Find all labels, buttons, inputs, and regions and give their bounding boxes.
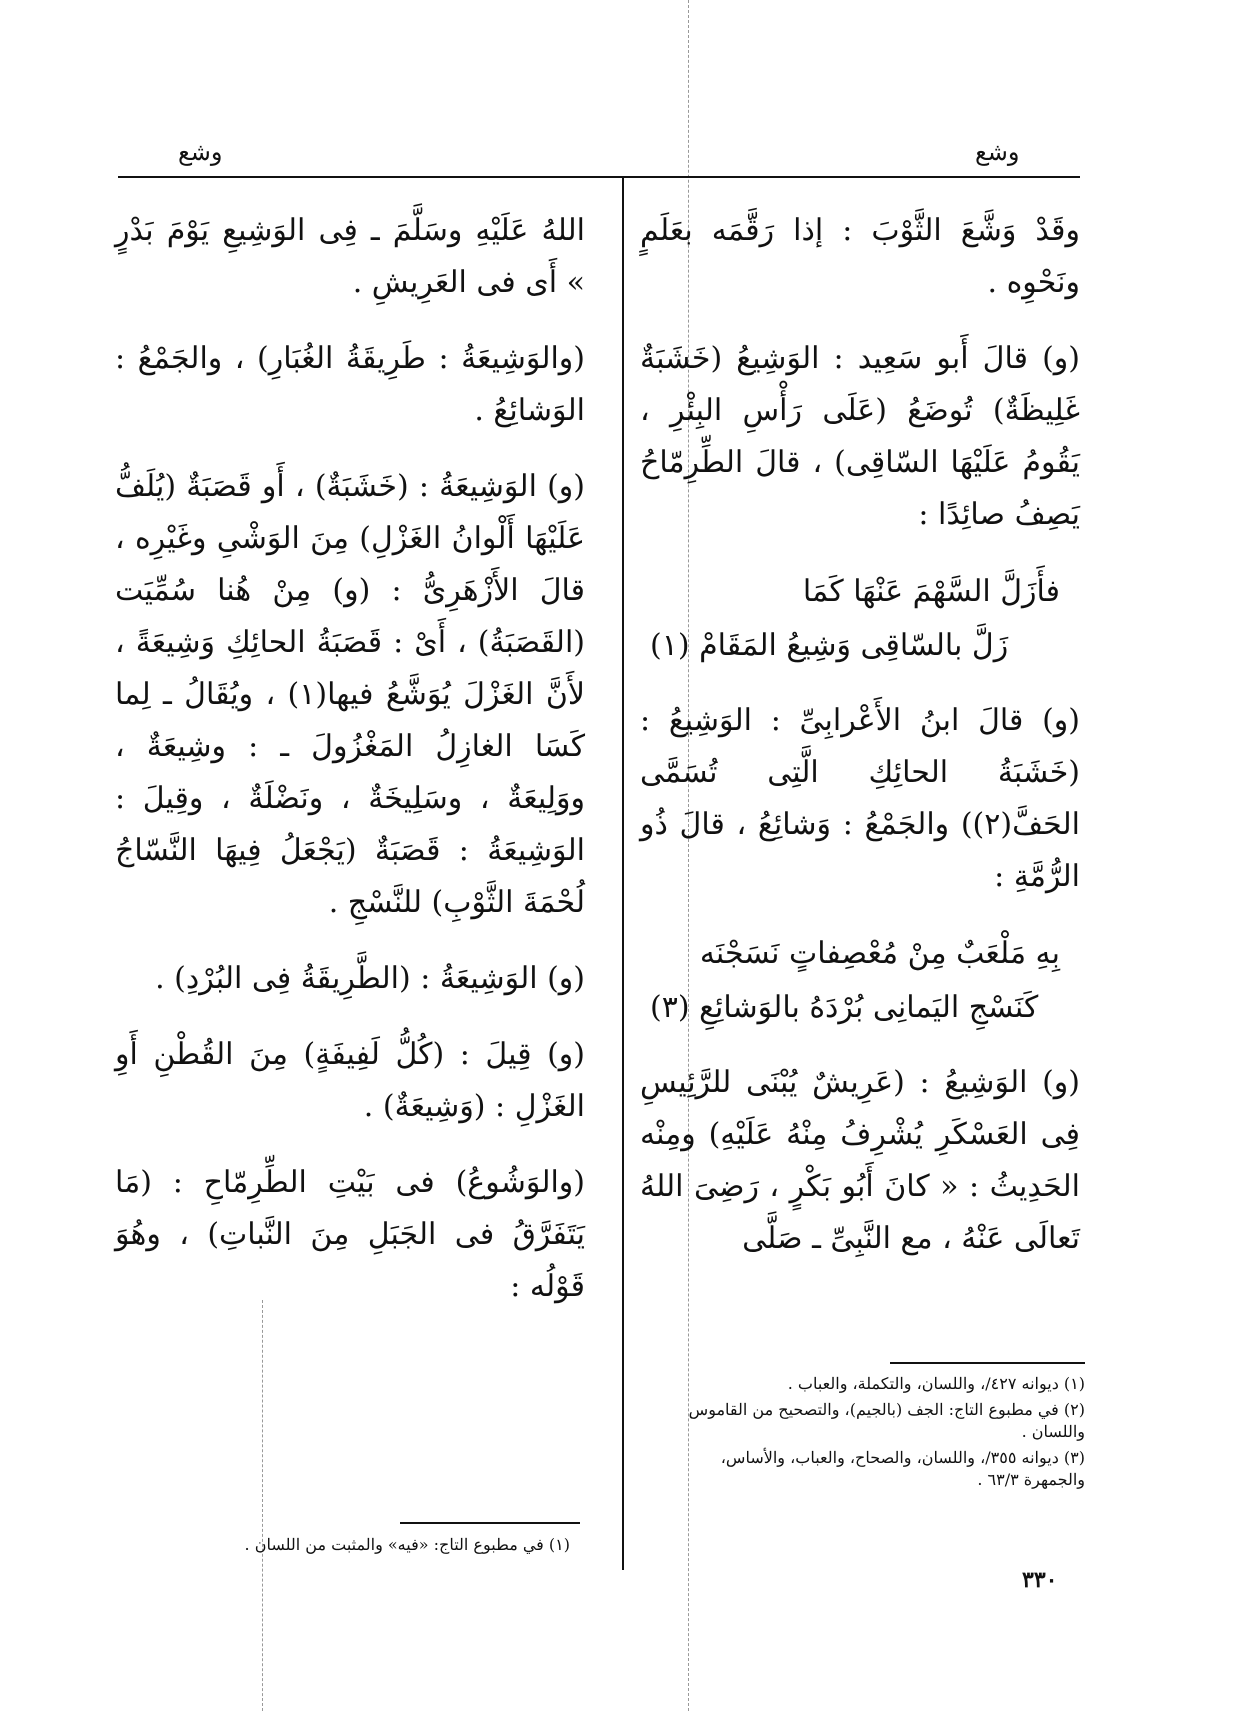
verse-hemistich-second: زَلَّ بالسّاقِى وَشِيعُ المَقَامْ (١): [650, 628, 1009, 663]
paragraph: (و) الوَشِيعُ : (عَرِيشٌ يُبْنَى للرَّئِيسِ فِى العَسْكَرِ يُشْرِفُ مِنْهُ عَلَيْهِ) ومِنْه الحَدِيثُ : « كانَ أَبُو بَكْرٍ ، رَضِىَ اللهُ تَعالَى عَنْهُ ، مع النَّبِىِّ ـ صَلَّى: [640, 1065, 1080, 1256]
footnote-rule-right: [890, 1362, 1085, 1364]
verse: [640, 565, 1080, 673]
running-header-left: وشع: [178, 138, 223, 166]
paragraph: وقَدْ وَشَّعَ الثَّوْبَ : إذا رَقَّمَه بعَلَمٍ ونَحْوِه .: [640, 213, 1080, 300]
footnote: (١) في مطبوع التاج: «فيه» والمثبت من اللسان .: [244, 1535, 570, 1554]
paragraph: (والوَشِيعَةُ : طَرِيقَةُ الغُبَارِ) ، والجَمْعُ : الوَشائِعُ .: [115, 341, 585, 428]
paragraph: (و) قالَ ابنُ الأَعْرابِىِّ : الوَشِيعُ : (خَشَبَةُ الحائِكِ الَّتِى تُسَمَّى الحَفَّ(٢)) والجَمْعُ : وَشائِعُ ، قالَ ذُو الرُّمَّةِ :: [640, 703, 1080, 894]
footnote-rule-left: [400, 1522, 580, 1524]
paragraph: (و) الوَشِيعَةُ : (خَشَبَةٌ) ، أَو قَصَبَةٌ (يُلَفُّ عَلَيْهَا أَلْوانُ الغَزْلِ) مِنَ الوَشْىِ وغَيْرِه ، قالَ الأَزْهَرِىُّ : (و) مِنْ هُنا سُمِّيَت (القَصَبَةُ) ، أَىْ : قَصَبَةُ الحائِكِ وَشِيعَةً ، لأَنَّ الغَزْلَ يُوَشَّعُ فيها(١) ، ويُقَالُ ـ لِما كَسَا الغازِلُ المَغْزُولَ ـ : وشِيعَةٌ ، ووَلِيعَةٌ ، وسَلِيخَةٌ ، ونَضْلَةٌ ، وقِيلَ : الوَشِيعَةُ : قَصَبَةٌ (يَجْعَلُ فِيهَا النَّسّاجُ لُحْمَةَ الثَّوْبِ) للنَّسْجِ .: [115, 469, 585, 920]
verse-hemistich-first: فأَزَلَّ السَّهْمَ عَنْهَا كَمَا: [802, 574, 1060, 609]
page-number: ٣٣٠: [1022, 1567, 1058, 1593]
paragraph: (و) قِيلَ : (كُلُّ لَفِيفَةٍ) مِنَ القُطْنِ أَوِ الغَزْلِ : (وَشِيعَةٌ) .: [115, 1037, 585, 1124]
paragraph: (و) الوَشِيعَةُ : (الطَّرِيقَةُ فِى البُرْدِ) .: [155, 961, 585, 996]
footnotes-left: [200, 1534, 570, 1560]
footnote: (٣) ديوانه ٣٥٥/، واللسان، والصحاح، والعباب، والأساس، والجمهرة ٦٣/٣ .: [720, 1448, 1085, 1489]
paragraph: (والوَشُوعُ) فى بَيْتِ الطِّرِمّاحِ : (مَا يَتَفَرَّقُ فى الجَبَلِ مِنَ النَّباتِ) ، وهُوَ قَوْلُه :: [115, 1165, 585, 1304]
paragraph: (و) قالَ أَبو سَعِيد : الوَشِيعُ (خَشَبَةٌ غَلِيظَةٌ) تُوضَعُ (عَلَى رَأْسِ البِئْرِ ، يَقُومُ عَلَيْهَا السّاقِى) ، قالَ الطِّرِمّاحُ يَصِفُ صائِدًا :: [640, 341, 1080, 532]
running-header-right: وشع: [975, 138, 1020, 166]
scan-fold-line: [262, 1300, 263, 1711]
footnote: (١) ديوانه ٤٢٧/، واللسان، والتكملة، والعباب .: [787, 1374, 1085, 1393]
verse: [640, 927, 1080, 1035]
footnote: (٢) في مطبوع التاج: الجف (بالجيم)، والتصحيح من القاموس واللسان .: [688, 1400, 1085, 1441]
footnotes-right: [655, 1373, 1085, 1495]
header-rule: [118, 176, 1080, 178]
paragraph: اللهُ عَلَيْهِ وسَلَّمَ ـ فِى الوَشِيعِ يَوْمَ بَدْرٍ » أَى فى العَرِيشِ .: [115, 213, 585, 300]
column-divider: [622, 178, 624, 1570]
verse-hemistich-second: كَنَسْجِ اليَمانِى بُرْدَهُ بالوَشائِعِ (٣): [650, 990, 1039, 1025]
verse-hemistich-first: بِهِ مَلْعَبٌ مِنْ مُعْصِفاتٍ نَسَجْنَه: [699, 936, 1060, 971]
right-column: [640, 205, 1080, 1289]
left-column: [115, 205, 585, 1337]
